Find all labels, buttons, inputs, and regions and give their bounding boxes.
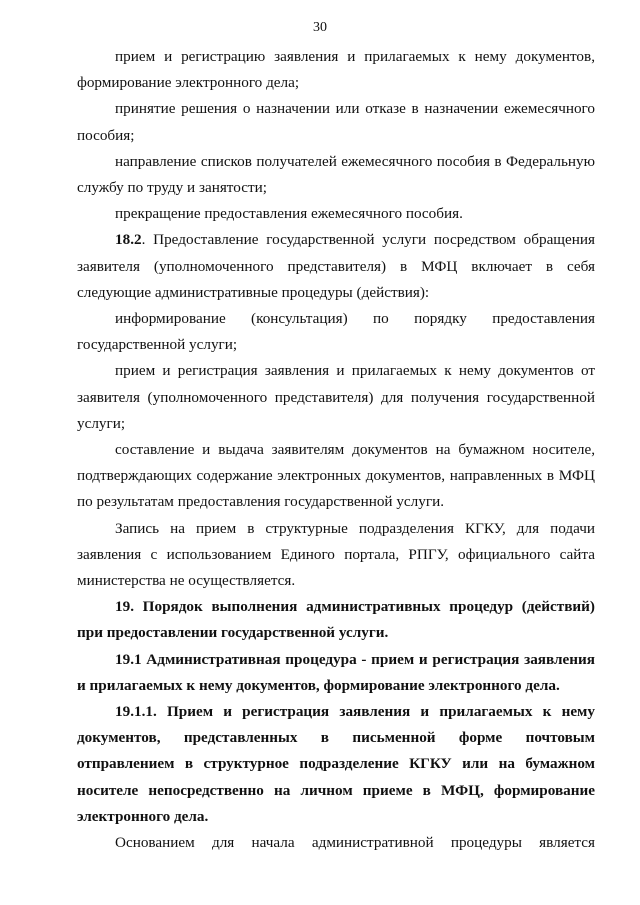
section-18-2-text: . Предоставление государственной услуги посредством обращения заявителя (уполномоченного представителя) в МФЦ включает в себя следующие административные процедуры (действия): [77,231,595,301]
page-number: 30 [313,20,327,35]
paragraph-termination: прекращение предоставления ежемесячного пособия. [115,205,463,223]
paragraph-mfc-intake: прием и регистрация заявления и прилагаемых к нему документов от заявителя (уполномоченного представителя) для получения государственной услуги; [77,362,595,432]
paragraph-informing: информирование (консультация) по порядку предоставления государственной услуги; [77,310,595,354]
paragraph-section-18-2 [77,227,595,306]
paragraph-decision: принятие решения о назначении или отказе в назначении ежемесячного пособия; [77,100,595,144]
heading-section-19: 19. Порядок выполнения административных процедур (действий) при предоставлении государственной услуги. [77,598,595,642]
paragraph-intake-registration: прием и регистрацию заявления и прилагаемых к нему документов, формирование электронного дела; [77,48,595,92]
paragraph-paper-documents: составление и выдача заявителям документов на бумажном носителе, подтверждающих содержание электронных документов, направленных в МФЦ по результатам предоставления государственной услуги. [77,441,595,511]
heading-section-19-1-1: 19.1.1. Прием и регистрация заявления и прилагаемых к нему документов, представленных в письменной форме почтовым отправлением в структурное подразделение КГКУ или на бумажном носителе непосредственно на личном приеме в МФЦ, формирование электронного дела. [77,703,595,825]
section-number-18-2: 18.2 [115,231,142,249]
paragraph-appointment-note: Запись на прием в структурные подразделения КГКУ, для подачи заявления с использованием Единого портала, РПГУ, официального сайта министерства не осуществляется. [77,519,595,590]
paragraph-basis: Основанием для начала административной процедуры является [115,834,595,852]
document-body [77,44,595,856]
heading-section-19-1: 19.1 Административная процедура - прием и регистрация заявления и прилагаемых к нему документов, формирование электронного дела. [77,650,595,694]
paragraph-recipient-lists: направление списков получателей ежемесячного пособия в Федеральную службу по труду и занятости; [77,152,595,197]
